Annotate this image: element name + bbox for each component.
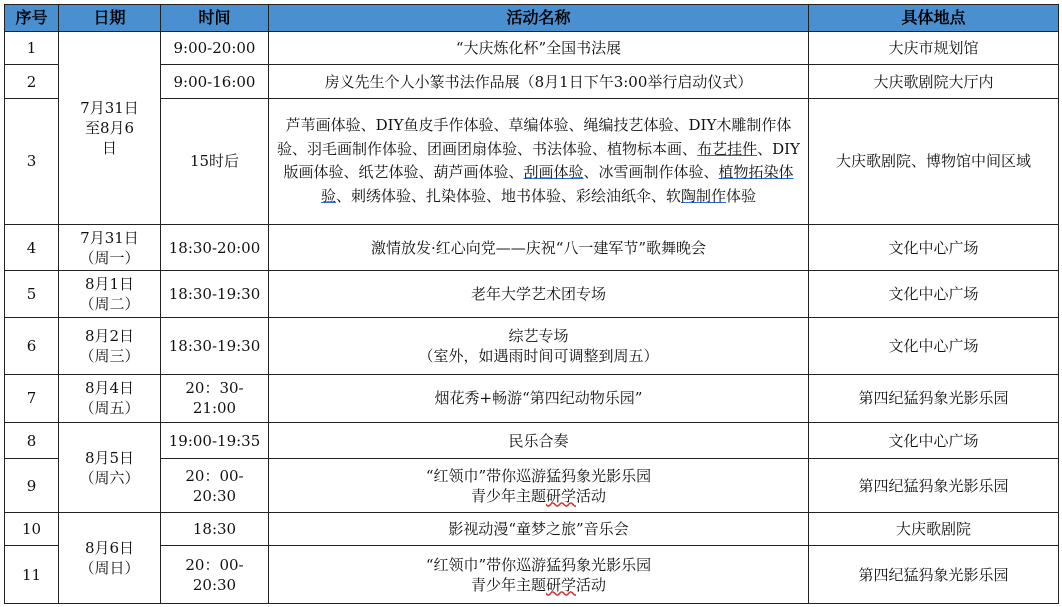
date-line: （周六） <box>79 468 140 487</box>
time-cell: 18:30-19:30 <box>161 317 269 374</box>
date-cell <box>59 512 161 603</box>
activity-text-underlined: 刮画体验 <box>523 163 584 182</box>
activity-cell <box>269 459 809 513</box>
table-row <box>5 459 1059 513</box>
time-line: 20：00- <box>185 466 244 485</box>
time-cell: 15时后 <box>161 98 269 224</box>
date-line: 8月2日 <box>84 326 135 345</box>
date-line: 7月31日 <box>80 228 139 247</box>
date-line: 日 <box>101 139 117 157</box>
activity-cell: 烟花秀+畅游“第四纪动物乐园” <box>269 374 809 423</box>
row-number: 4 <box>5 225 59 271</box>
header-time: 时间 <box>161 5 269 32</box>
header-date: 日期 <box>59 5 161 32</box>
activity-line: （室外，如遇雨时间可调整到周五） <box>418 346 659 365</box>
place-cell: 文化中心广场 <box>809 423 1059 459</box>
date-cell <box>59 423 161 513</box>
time-line: 20：30- <box>185 379 244 398</box>
time-line: 20：00- <box>185 555 244 574</box>
place-cell: 大庆歌剧院、博物馆中间区域 <box>809 98 1059 224</box>
activity-line <box>273 486 804 506</box>
row-number: 11 <box>5 546 59 604</box>
date-line: 至8月6 <box>84 119 135 137</box>
date-line: （周日） <box>79 558 140 577</box>
time-cell: 19:00-19:35 <box>161 423 269 459</box>
place-cell: 大庆歌剧院大厅内 <box>809 65 1059 98</box>
activity-text: 体验 <box>726 186 757 205</box>
activity-text: 青少年主题 <box>470 575 546 594</box>
activity-text: 、刺绣体验、扎染体验、地书体验、彩绘油纸伞、软 <box>335 186 681 205</box>
activity-cell: 激情放发·红心向党——庆祝“八一建军节”歌舞晚会 <box>269 225 809 271</box>
date-line: （周一） <box>79 248 140 267</box>
date-cell <box>59 271 161 317</box>
date-line: 8月6日 <box>84 538 135 557</box>
row-number: 10 <box>5 512 59 545</box>
activity-text: 芦苇画体验、DIY鱼皮手作体验、草编体验、绳编技艺体验、DIY木雕制作体验、羽毛画制作体验、团画团扇体验、书法体验、植物标本画、 <box>277 116 792 158</box>
date-line: 8月1日 <box>84 275 135 294</box>
activity-text: 、DIY版画体验、纸艺体验、葫芦画体验、 <box>283 139 800 182</box>
table-row <box>5 317 1059 374</box>
activity-text-underlined: 研学 <box>545 575 576 594</box>
activity-text-underlined: 布艺挂件 <box>697 139 758 158</box>
row-number: 2 <box>5 65 59 98</box>
table-row <box>5 271 1059 317</box>
table-row <box>5 512 1059 545</box>
row-number: 5 <box>5 271 59 317</box>
activity-text: 、冰雪画制作体验、 <box>583 163 719 182</box>
activity-text: 青少年主题 <box>470 486 546 505</box>
activity-cell <box>269 546 809 604</box>
place-cell: 文化中心广场 <box>809 225 1059 271</box>
time-cell <box>161 374 269 423</box>
table-row <box>5 32 1059 65</box>
row-number: 8 <box>5 423 59 459</box>
table-row <box>5 374 1059 423</box>
time-cell: 18:30-20:00 <box>161 225 269 271</box>
time-line: 20:30 <box>192 486 237 505</box>
date-cell <box>59 374 161 423</box>
activity-cell: 老年大学艺术团专场 <box>269 271 809 317</box>
place-cell: 大庆歌剧院 <box>809 512 1059 545</box>
place-cell: 大庆市规划馆 <box>809 32 1059 65</box>
activity-cell: 房义先生个人小篆书法作品展（8月1日下午3:00举行启动仪式） <box>269 65 809 98</box>
time-cell: 9:00-20:00 <box>161 32 269 65</box>
table-row <box>5 98 1059 224</box>
date-line: 8月4日 <box>84 379 135 398</box>
table-row <box>5 423 1059 459</box>
date-line: （周五） <box>79 399 140 418</box>
activity-text-underlined: 研学 <box>545 486 576 505</box>
header-row <box>5 5 1059 32</box>
activity-cell <box>269 317 809 374</box>
activity-text-underlined: 陶制作 <box>681 186 727 205</box>
date-cell <box>59 32 161 225</box>
activity-line: “红领巾”带你巡游猛犸象光影乐园 <box>425 555 652 574</box>
activity-line: 综艺专场 <box>508 326 569 345</box>
time-cell: 18:30 <box>161 512 269 545</box>
place-cell: 第四纪猛犸象光影乐园 <box>809 374 1059 423</box>
time-cell: 18:30-19:30 <box>161 271 269 317</box>
table-row <box>5 65 1059 98</box>
time-cell: 9:00-16:00 <box>161 65 269 98</box>
date-line: （周二） <box>79 295 140 314</box>
activity-cell: “大庆炼化杯”全国书法展 <box>269 32 809 65</box>
time-line: 21:00 <box>192 399 237 418</box>
row-number: 7 <box>5 374 59 423</box>
place-cell: 第四纪猛犸象光影乐园 <box>809 546 1059 604</box>
activity-line: “红领巾”带你巡游猛犸象光影乐园 <box>425 466 652 485</box>
row-number: 6 <box>5 317 59 374</box>
activity-line <box>273 575 804 595</box>
header-no: 序号 <box>5 5 59 32</box>
row-number: 9 <box>5 459 59 513</box>
activity-text-underlined: 植物拓染体验 <box>320 163 794 205</box>
table-row <box>5 546 1059 604</box>
activity-cell: 民乐合奏 <box>269 423 809 459</box>
row-number: 3 <box>5 98 59 224</box>
date-cell <box>59 317 161 374</box>
time-cell <box>161 459 269 513</box>
date-cell <box>59 225 161 271</box>
row-number: 1 <box>5 32 59 65</box>
header-place: 具体地点 <box>809 5 1059 32</box>
time-cell <box>161 546 269 604</box>
activity-text: 活动 <box>576 486 607 505</box>
activity-text: 活动 <box>576 575 607 594</box>
date-line: 7月31日 <box>80 99 139 117</box>
place-cell: 第四纪猛犸象光影乐园 <box>809 459 1059 513</box>
place-cell: 文化中心广场 <box>809 317 1059 374</box>
date-line: 8月5日 <box>84 448 135 467</box>
activity-cell <box>269 98 809 224</box>
place-cell: 文化中心广场 <box>809 271 1059 317</box>
header-activity: 活动名称 <box>269 5 809 32</box>
date-line: （周三） <box>79 346 140 365</box>
activity-cell: 影视动漫“童梦之旅”音乐会 <box>269 512 809 545</box>
time-line: 20:30 <box>192 575 237 594</box>
table-row <box>5 225 1059 271</box>
activity-schedule-table <box>4 4 1059 604</box>
